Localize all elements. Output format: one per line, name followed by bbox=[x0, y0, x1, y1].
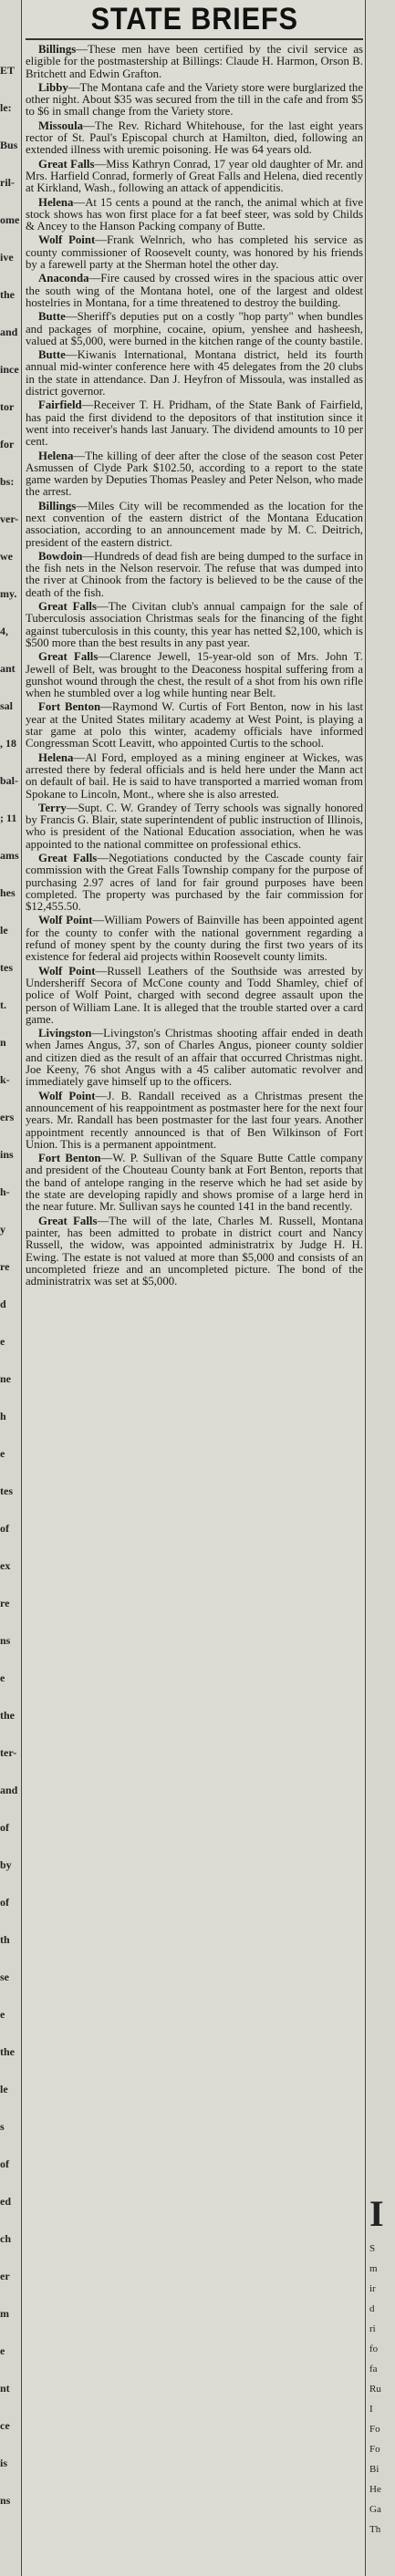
news-brief: Wolf Point—William Powers of Bainville has been appointed agent for the county to confer with the national government regarding a refund of money spent by the county during the first two years of its existence for federal aid projects within Roosevelt county limits. bbox=[26, 914, 363, 964]
left-fragment-text: nt bbox=[0, 2382, 10, 2395]
left-fragment-text: we bbox=[0, 550, 13, 563]
news-brief: Great Falls—The will of the late, Charles M. Russell, Montana painter, has been admitted to probate in district court and Nancy Russell, the widow, was appointed administratrix by Judge H. H. Ewing. The estate is not valued at more than $5,000 and consists of an uncompleted frieze and an uncompleted picture. The bond of the administratrix was set at $5,000. bbox=[26, 1214, 363, 1288]
brief-dateline: Wolf Point bbox=[38, 1089, 96, 1102]
left-fragment-text: ome bbox=[0, 213, 20, 226]
right-fragment-text: Th bbox=[369, 2524, 381, 2535]
left-fragment-text: and bbox=[0, 1784, 18, 1796]
left-fragment-text: Bus bbox=[0, 139, 18, 151]
brief-text: At 15 cents a pound at the ranch, the animal which at five stock shows has won first place for a fat beef steer, was sold by Childs & Ancey to the Hanson Packing company of Butte. bbox=[26, 195, 363, 233]
brief-text: Receiver T. H. Pridham, of the State Bank of Fairfield, has paid the first dividend to the depositors of that institution since it went into receiver's hands last January. The dividend amounts to 10 per cent. bbox=[26, 398, 363, 449]
brief-dateline: Butte bbox=[38, 348, 66, 362]
brief-dateline: Billings bbox=[38, 499, 77, 512]
right-fragment-text: m bbox=[369, 2263, 378, 2274]
left-fragment-text: ; 11 bbox=[0, 812, 17, 824]
left-fragment-text: ril- bbox=[0, 176, 15, 189]
brief-dateline: Great Falls bbox=[38, 600, 97, 614]
page-title: STATE BRIEFS bbox=[90, 1, 298, 36]
brief-text: Clarence Jewell, 15-year-old son of Mrs. John T. Jewell of Belt, was brought to the Deaconess hospital suffering from a gunshot wound through the chest, the result of a shot from his own rifle when he stumbled over a log while hunting near Belt. bbox=[26, 650, 363, 700]
left-fragment-text: ce bbox=[0, 2419, 10, 2432]
brief-dateline: Fort Benton bbox=[38, 1152, 101, 1165]
column-rule-left bbox=[21, 0, 22, 2576]
brief-dateline: Great Falls bbox=[38, 1214, 98, 1227]
news-brief: Wolf Point—Russell Leathers of the Southside was arrested by Undersheriff Secora of McCone county and Todd Shamley, chief of police of Wolf Point, charged with second degree assault upon the person of William Lane. It is alleged that the trouble started over a card game. bbox=[26, 964, 363, 1026]
left-fragment-text: s bbox=[0, 2120, 5, 2133]
left-fragment-text: re bbox=[0, 1597, 10, 1609]
left-fragment-text: hes bbox=[0, 886, 16, 899]
left-fragment-text: y bbox=[0, 1223, 5, 1236]
left-fragment-text: er bbox=[0, 2270, 10, 2282]
left-fragment-text: h bbox=[0, 1410, 6, 1422]
left-fragment-text: k- bbox=[0, 1073, 10, 1086]
news-brief: Livingston—Livingston's Christmas shooting affair ended in death when James Angus, 37, son of Charles Angus, pioneer county soldier and citizen died as the result of an affair that occurred Christmas night. Joe Keeny, 76 shot Angus with a 45 caliber automatic revolver and immediately gave himself up to the officers. bbox=[26, 1027, 363, 1089]
news-brief: Libby—The Montana cafe and the Variety store were burglarized the other night. About $35 was secured from the till in the cafe and from $5 to $6 in small change from the Variety store. bbox=[26, 80, 363, 119]
right-fragment-text: S bbox=[369, 2243, 376, 2254]
left-fragment-text: ams bbox=[0, 849, 19, 862]
brief-dateline: Fairfield bbox=[38, 398, 82, 412]
brief-text: Livingston's Christmas shooting affair ended in death when James Angus, 37, son of Charles Angus, pioneer county soldier and citizen died as the result of an affair that occurred Christmas night. Joe Keeny, 76 shot Angus with a 45 caliber automatic revolver and immediately gave himself up to the officers. bbox=[26, 1027, 363, 1089]
left-fragment-text: ince bbox=[0, 363, 19, 376]
brief-text: William Powers of Bainville has been appointed agent for the county to confer with the national government regarding a refund of money spent by the county during the first two years of its existence for federal aid projects within Roosevelt county limits. bbox=[26, 914, 363, 964]
left-column-fragment bbox=[0, 0, 20, 2576]
news-brief: Fort Benton—Raymond W. Curtis of Fort Benton, now in his last year at the United States military academy at West Point, is playing a star game at polo this winter, academy officials have informed Congressman Scott Leavitt, who appointed Curtis to the school. bbox=[26, 700, 363, 750]
left-fragment-text: bs: bbox=[0, 475, 15, 488]
left-fragment-text: and bbox=[0, 326, 18, 338]
brief-dateline: Fort Benton bbox=[38, 700, 101, 714]
left-fragment-text: bal- bbox=[0, 774, 19, 787]
brief-dateline: Helena bbox=[38, 750, 74, 764]
brief-text: Miss Kathryn Conrad, 17 year old daughter of Mr. and Mrs. Harfield Conrad, formerly of Great Falls and Helena, died recently at Kirkland, Wash., following an attack of appendicitis. bbox=[26, 157, 363, 195]
brief-dateline: Great Falls bbox=[38, 852, 98, 864]
brief-text: Russell Leathers of the Southside was arrested by Undersheriff Secora of McCone county and Todd Shamley, chief of police of Wolf Point, charged with second degree assault upon the person of William Lane. It is alleged that the trouble started over a card game. bbox=[26, 964, 363, 1026]
news-brief: Fort Benton—W. P. Sullivan of the Square Butte Cattle company and president of the Chouteau County bank at Fort Benton, reports that the band of antelope ranging in the reserve which he had set aside by the state are developing rapidly and shows promise of a large herd in the near future. Mr. Sullivan says he counted 141 in the band recently. bbox=[26, 1152, 363, 1214]
left-fragment-text: of bbox=[0, 1821, 9, 1834]
brief-dateline: Wolf Point bbox=[38, 233, 96, 247]
brief-dateline: Wolf Point bbox=[38, 964, 96, 978]
brief-text: These men have been certified by the civil service as eligible for the postmastership at Billings: Claude H. Harmon, Orson B. Britchett and Edwin Grafton. bbox=[26, 43, 363, 80]
right-fragment-text: d bbox=[369, 2303, 375, 2314]
brief-text: Sheriff's deputies put on a costly "hop party" when bundles and packages of morphine, cocaine, opium, yenshee and hasheesh, valued at $5,000, were burned in the kitchen range of the county bastile. bbox=[26, 310, 363, 347]
news-brief: Great Falls—The Civitan club's annual campaign for the sale of Tuberculosis association Christmas seals for the financing of the fight against tuberculosis in this county, this year has netted $2,100, which is $500 more than the best results in any past year. bbox=[26, 600, 363, 649]
news-brief: Billings—These men have been certified by the civil service as eligible for the postmastership at Billings: Claude H. Harmon, Orson B. Britchett and Edwin Grafton. bbox=[26, 43, 363, 80]
left-fragment-text: tes bbox=[0, 961, 13, 974]
left-fragment-text: se bbox=[0, 1971, 9, 1983]
brief-text: The Rev. Richard Whitehouse, for the last eight years rector of St. Paul's Episcopal church at Hamilton, died, following an extended illness with uremic poisoning. He was 64 years old. bbox=[26, 119, 363, 157]
right-fragment-text: ir bbox=[369, 2283, 376, 2294]
left-fragment-text: ed bbox=[0, 2195, 11, 2208]
news-brief: Anaconda—Fire caused by crossed wires in the spacious attic over the south wing of the Montana hotel, one of the largest and oldest hostelries in Montana, for a time threatened to destroy the building. bbox=[26, 272, 363, 309]
left-fragment-text: le bbox=[0, 924, 8, 936]
brief-text: Supt. C. W. Grandey of Terry schools was signally honored by Francis G. Blair, state superintendent of public instruction of Illinois, who is president of the National Education association, when he was appointed to the national committee on professional ethics. bbox=[26, 801, 363, 851]
left-fragment-text: ive bbox=[0, 251, 14, 264]
left-fragment-text: of bbox=[0, 1522, 9, 1535]
left-fragment-text: ne bbox=[0, 1372, 11, 1385]
brief-dateline: Bowdoin bbox=[38, 549, 83, 563]
left-fragment-text: ers bbox=[0, 1111, 15, 1123]
right-fragment-text: Fo bbox=[369, 2424, 380, 2435]
right-fragment-text: Ga bbox=[369, 2504, 381, 2515]
left-fragment-text: ET bbox=[0, 64, 16, 77]
left-fragment-text: tor bbox=[0, 400, 15, 413]
news-brief: Wolf Point—J. B. Randall received as a Christmas present the announcement of his reappointment as postmaster here for the next four years. Mr. Randall has been postmaster for the last four years. Another appointment recently announced is that of Ben Wilkinson of Fort Union. This is a permanent appointment. bbox=[26, 1089, 363, 1151]
left-fragment-text: n bbox=[0, 1036, 6, 1049]
left-fragment-text: ns bbox=[0, 2494, 11, 2507]
left-fragment-text: is bbox=[0, 2457, 8, 2469]
right-fragment-text: fo bbox=[369, 2343, 379, 2354]
news-brief: Billings—Miles City will be recommended as the location for the next convention of the eastern district of the Montana Education association, according to an announcement made by M. C. Deitrich, president of the eastern district. bbox=[26, 499, 363, 549]
left-fragment-text: 4, bbox=[0, 625, 8, 637]
brief-text: Kiwanis International, Montana district, held its fourth annual mid-winter conference here with 45 delegates from the 20 clubs in the state in attendance. Dan J. Heyfron of Missoula, was installed as district governor. bbox=[26, 348, 363, 398]
column-rule-right bbox=[365, 0, 366, 2576]
right-column-fragment bbox=[367, 0, 395, 2576]
left-fragment-text: ex bbox=[0, 1559, 11, 1572]
brief-dateline: Anaconda bbox=[38, 272, 89, 285]
left-fragment-text: ins bbox=[0, 1148, 14, 1161]
left-fragment-text: tes bbox=[0, 1485, 13, 1497]
brief-dateline: Helena bbox=[38, 449, 74, 462]
news-brief: Wolf Point—Frank Welnrich, who has completed his service as county commissioner of Roosevelt county, was honored by his friends by a farewell party at the Sherman hotel the other day. bbox=[26, 233, 363, 272]
left-fragment-text: d bbox=[0, 1298, 6, 1310]
news-brief: Terry—Supt. C. W. Grandey of Terry schools was signally honored by Francis G. Blair, state superintendent of public instruction of Illinois, who is president of the National Education association, when he was appointed to the national committee on professional ethics. bbox=[26, 801, 363, 851]
left-fragment-text: t. bbox=[0, 998, 6, 1011]
right-fragment-text: ri bbox=[369, 2323, 376, 2334]
right-fragment-text: I bbox=[369, 2404, 373, 2415]
brief-text: Miles City will be recommended as the location for the next convention of the eastern district of the Montana Education association, according to an announcement made by M. C. Deitrich, president of the eastern district. bbox=[26, 499, 363, 549]
left-fragment-text: my. bbox=[0, 587, 17, 600]
left-fragment-text: e bbox=[0, 2008, 5, 2021]
brief-text: The killing of deer after the close of the season cost Peter Asmussen of Clyde Park $102.50, according to a report to the state game warden by Deputies Thomas Peasley and Peter Nelson, who made the arrest. bbox=[26, 449, 363, 499]
brief-text: Al Ford, employed as a mining engineer at Wickes, was arrested there by federal officials and is held here under the Mann act on default of bail. He is said to have transported a married woman from Spokane to Lincoln, Mont., where she is also arrested. bbox=[26, 750, 363, 801]
brief-dateline: Great Falls bbox=[38, 650, 99, 664]
brief-text: Hundreds of dead fish are being dumped to the surface in the fish nets in the Nelson reservoir. The refuse that was dumped into the river at Chinook from the factory is believed to be the cause of the death of the fish. bbox=[26, 549, 363, 599]
right-fragment-text: Bi bbox=[369, 2464, 379, 2475]
left-fragment-text: re bbox=[0, 1260, 10, 1273]
brief-dateline: Wolf Point bbox=[38, 914, 93, 927]
brief-dateline: Billings bbox=[38, 43, 77, 56]
news-brief: Helena—Al Ford, employed as a mining engineer at Wickes, was arrested there by federal officials and is held here under the Mann act on default of bail. He is said to have transported a married woman from Spokane to Lincoln, Mont., where she is also arrested. bbox=[26, 750, 363, 801]
brief-dateline: Helena bbox=[38, 195, 74, 209]
right-fragment-text: Ru bbox=[369, 2384, 381, 2395]
left-fragment-text: e bbox=[0, 2344, 5, 2357]
news-brief: Great Falls—Clarence Jewell, 15-year-old son of Mrs. John T. Jewell of Belt, was brought to the Deaconess hospital suffering from a gunshot wound through the chest, the result of a shot from his own rifle when he stumbled over a log while hunting near Belt. bbox=[26, 650, 363, 700]
left-fragment-text: sal bbox=[0, 699, 14, 712]
left-fragment-text: ver- bbox=[0, 512, 19, 525]
news-brief: Butte—Kiwanis International, Montana district, held its fourth annual mid-winter conference here with 45 delegates from the 20 clubs in the state in attendance. Dan J. Heyfron of Missoula, was installed as district governor. bbox=[26, 348, 363, 398]
left-fragment-text: the bbox=[0, 1709, 15, 1722]
right-fragment-text: Fo bbox=[369, 2444, 380, 2455]
brief-text: Raymond W. Curtis of Fort Benton, now in his last year at the United States military academy at West Point, is playing a star game at polo this winter, academy officials have informed Congressman Scott Leavitt, who appointed Curtis to the school. bbox=[26, 700, 363, 750]
brief-dateline: Great Falls bbox=[38, 157, 95, 171]
right-fragment-text: fa bbox=[369, 2364, 378, 2374]
news-brief: Fairfield—Receiver T. H. Pridham, of the State Bank of Fairfield, has paid the first dividend to the depositors of that institution since it went into receiver's hands last January. The dividend amounts to 10 per cent. bbox=[26, 398, 363, 449]
left-fragment-text: the bbox=[0, 2045, 15, 2058]
masthead bbox=[26, 0, 363, 40]
right-fragment-headline: I bbox=[369, 2196, 384, 2232]
left-fragment-text: of bbox=[0, 2157, 9, 2170]
left-fragment-text: by bbox=[0, 1858, 12, 1871]
brief-dateline: Livingston bbox=[38, 1027, 92, 1040]
news-brief: Helena—The killing of deer after the close of the season cost Peter Asmussen of Clyde Park $102.50, according to a report to the state game warden by Deputies Thomas Peasley and Peter Nelson, who made the arrest. bbox=[26, 449, 363, 499]
news-brief: Butte—Sheriff's deputies put on a costly "hop party" when bundles and packages of morphine, cocaine, opium, yenshee and hasheesh, valued at $5,000, were burned in the kitchen range of the county bastile. bbox=[26, 310, 363, 347]
brief-dateline: Missoula bbox=[38, 119, 84, 132]
left-fragment-text: le: bbox=[0, 101, 12, 114]
left-fragment-text: h- bbox=[0, 1185, 10, 1198]
brief-text: The Montana cafe and the Variety store were burglarized the other night. About $35 was secured from the till in the cafe and from $5 to $6 in small change from the Variety store. bbox=[26, 80, 363, 119]
right-fragment-text: He bbox=[369, 2484, 381, 2495]
left-fragment-text: e bbox=[0, 1671, 5, 1684]
brief-text: J. B. Randall received as a Christmas present the announcement of his reappointment as postmaster here for the next four years. Mr. Randall has been postmaster for the last four years. Another appointment recently announced is that of Ben Wilkinson of Fort Union. This is a permanent appointment. bbox=[26, 1089, 363, 1151]
brief-text: The Civitan club's annual campaign for the sale of Tuberculosis association Christmas seals for the financing of the fight against tuberculosis in this county, this year has netted $2,100, which is $500 more than the best results in any past year. bbox=[26, 600, 363, 649]
left-fragment-text: th bbox=[0, 1933, 10, 1946]
left-fragment-text: m bbox=[0, 2307, 9, 2320]
left-fragment-text: for bbox=[0, 438, 15, 450]
left-fragment-text: le bbox=[0, 2083, 8, 2095]
brief-text: W. P. Sullivan of the Square Butte Cattle company and president of the Chouteau County bank at Fort Benton, reports that the band of antelope ranging in the reserve which he had set aside by the state are developing rapidly and shows promise of a large herd in the near future. Mr. Sullivan says he counted 141 in the band recently. bbox=[26, 1152, 363, 1214]
brief-text: Negotiations conducted by the Cascade county fair commission with the Great Falls Township company for the purpose of purchasing 2.97 acres of land for fair ground purposes have been completed. The property was purchased by the fair commission for $12,455.50. bbox=[26, 852, 363, 914]
brief-text: Frank Welnrich, who has completed his service as county commissioner of Roosevelt county, was honored by his friends by a farewell party at the Sherman hotel the other day. bbox=[26, 233, 363, 272]
left-fragment-text: of bbox=[0, 1896, 9, 1909]
news-brief: Bowdoin—Hundreds of dead fish are being dumped to the surface in the fish nets in the Nelson reservoir. The refuse that was dumped into the river at Chinook from the factory is believed to be the cause of the death of the fish. bbox=[26, 549, 363, 599]
left-fragment-text: , 18 bbox=[0, 737, 16, 750]
brief-dateline: Butte bbox=[38, 310, 66, 324]
brief-dateline: Libby bbox=[38, 80, 68, 94]
left-fragment-text: the bbox=[0, 288, 15, 301]
news-brief: Helena—At 15 cents a pound at the ranch, the animal which at five stock shows has won first place for a fat beef steer, was sold by Childs & Ancey to the Hanson Packing company of Butte. bbox=[26, 195, 363, 233]
news-brief: Great Falls—Negotiations conducted by the Cascade county fair commission with the Great Falls Township company for the purpose of purchasing 2.97 acres of land for fair ground purposes have been completed. The property was purchased by the fair commission for $12,455.50. bbox=[26, 852, 363, 914]
left-fragment-text: ant bbox=[0, 662, 16, 675]
news-brief: Missoula—The Rev. Richard Whitehouse, for the last eight years rector of St. Paul's Episcopal church at Hamilton, died, following an extended illness with uremic poisoning. He was 64 years old. bbox=[26, 119, 363, 157]
briefs-list bbox=[26, 40, 363, 1288]
brief-dateline: Terry bbox=[38, 801, 67, 814]
left-fragment-text: e bbox=[0, 1447, 5, 1460]
left-fragment-text: ch bbox=[0, 2232, 11, 2245]
left-fragment-text: ns bbox=[0, 1634, 11, 1647]
brief-text: The will of the late, Charles M. Russell, Montana painter, has been admitted to probate in district court and Nancy Russell, the widow, was appointed administratrix by Judge H. H. Ewing. The estate is not valued at more than $5,000 and consists of an uncompleted frieze and an uncompleted picture. The bond of the administratrix was set at $5,000. bbox=[26, 1214, 363, 1288]
left-fragment-text: e bbox=[0, 1335, 5, 1348]
left-fragment-text: ter- bbox=[0, 1746, 17, 1759]
news-brief: Great Falls—Miss Kathryn Conrad, 17 year old daughter of Mr. and Mrs. Harfield Conrad, formerly of Great Falls and Helena, died recently at Kirkland, Wash., following an attack of appendicitis. bbox=[26, 157, 363, 195]
state-briefs-column bbox=[26, 0, 363, 2576]
brief-text: Fire caused by crossed wires in the spacious attic over the south wing of the Montana hotel, one of the largest and oldest hostelries in Montana, for a time threatened to destroy the building. bbox=[26, 272, 363, 309]
